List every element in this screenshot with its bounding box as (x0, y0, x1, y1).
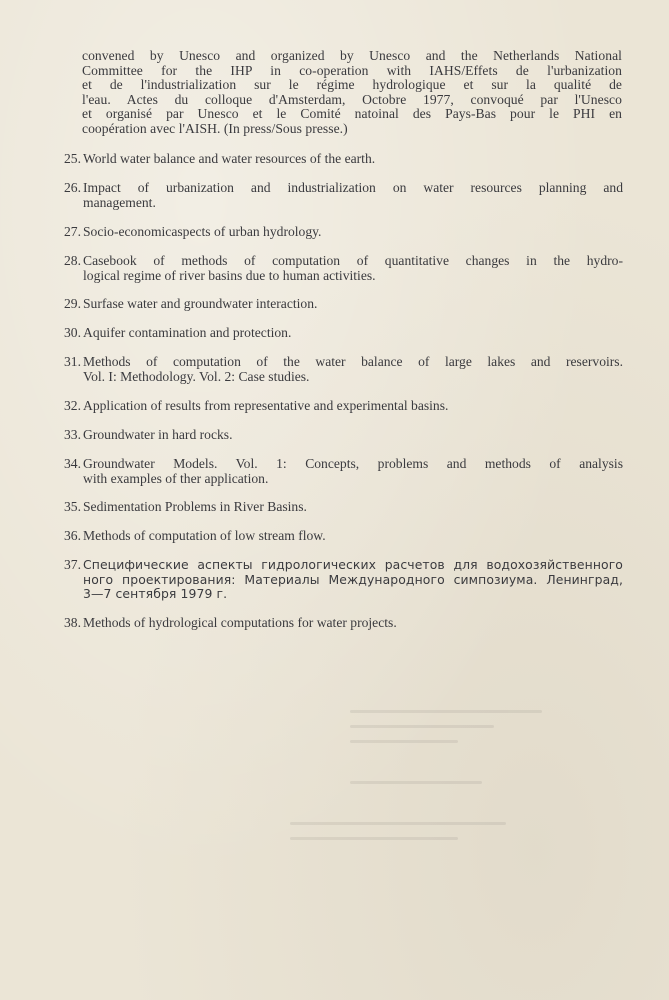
item-line: Aquifer contamination and protection. (83, 325, 292, 340)
item-title (83, 558, 623, 602)
intro-line: Committee for the IHP in co-operation with IAHS/Effets de l'urbanization (82, 62, 622, 78)
item-number: 38. (64, 615, 81, 630)
item-title (83, 500, 623, 515)
item-title (83, 616, 623, 631)
item-line: Casebook of methods of computation of quantitative changes in the hydro- (83, 253, 623, 268)
item-number: 29. (64, 296, 81, 311)
item-line: ного проектирования: Материалы Международного симпозиума. Ленинград, (83, 571, 623, 587)
item-line: Специфические аспекты гидрологических расчетов для водохозяйственного (83, 557, 623, 572)
item-line: Vol. I: Methodology. Vol. 2: Case studies. (83, 368, 310, 384)
intro-line: et de l'industrialization sur le régime hydrologique et sur la qualité de (82, 77, 622, 93)
item-title (83, 297, 623, 312)
item-line: World water balance and water resources of the earth. (83, 151, 376, 166)
item-title (83, 529, 623, 544)
item-title (83, 428, 623, 443)
item-line: Sedimentation Problems in River Basins. (83, 499, 307, 514)
item-number: 36. (64, 528, 81, 543)
item-number: 33. (64, 427, 81, 442)
item-title (83, 225, 623, 240)
item-line: Groundwater in hard rocks. (83, 427, 233, 442)
item-line: Application of results from representative and experimental basins. (83, 398, 449, 413)
item-line: management. (83, 194, 156, 210)
item-title (83, 457, 623, 486)
item-line: with examples of ther application. (83, 470, 269, 486)
intro-line: et organisé par Unesco et le Comité natoinal des Pays-Bas pour le PHI en (82, 106, 622, 122)
intro-line: coopération avec l'AISH. (In press/Sous presse.) (82, 120, 348, 136)
intro-line: convened by Unesco and organized by Unesco and the Netherlands National (82, 48, 622, 63)
item-line: Methods of hydrological computations for water projects. (83, 615, 397, 630)
item-number: 34. (64, 456, 81, 471)
item-line: Methods of computation of the water balance of large lakes and reservoirs. (83, 354, 623, 369)
show-through-bleed (350, 710, 590, 870)
item-title (83, 355, 623, 384)
item-number: 32. (64, 398, 81, 413)
item-line: logical regime of river basins due to human activities. (83, 267, 376, 283)
item-number: 26. (64, 180, 81, 195)
intro-line: l'eau. Actes du colloque d'Amsterdam, Octobre 1977, convoqué par l'Unesco (82, 91, 622, 107)
item-number: 37. (64, 557, 81, 572)
item-title (83, 152, 623, 167)
item-number: 31. (64, 354, 81, 369)
item-number: 30. (64, 325, 81, 340)
item-number: 35. (64, 499, 81, 514)
item-line: Socio-economicaspects of urban hydrology. (83, 224, 322, 239)
item-title (83, 254, 623, 283)
item-line: Impact of urbanization and industrialization on water resources planning and (83, 180, 623, 195)
item-number: 27. (64, 224, 81, 239)
item-number: 28. (64, 253, 81, 268)
item-line: Surfase water and groundwater interaction. (83, 296, 318, 311)
item-line: 3—7 сентября 1979 г. (83, 586, 228, 602)
intro-paragraph (82, 49, 622, 137)
item-line: Groundwater Models. Vol. 1: Concepts, problems and methods of analysis (83, 456, 623, 471)
item-title (83, 181, 623, 210)
item-title (83, 399, 623, 414)
item-line: Methods of computation of low stream flow. (83, 528, 326, 543)
item-number: 25. (64, 151, 81, 166)
item-title (83, 326, 623, 341)
